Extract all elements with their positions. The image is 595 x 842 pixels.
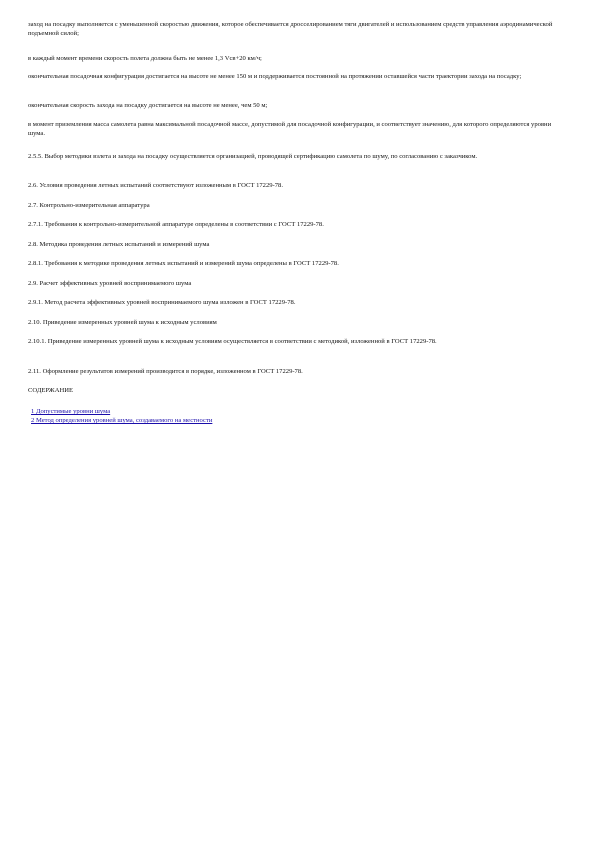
paragraph-2-9-1: 2.9.1. Метод расчета эффективных уровней воспринимаемого шума изложен в ГОСТ 17229-78. [28,299,296,306]
paragraph-2-8-1: 2.8.1. Требования к методике проведения летных испытаний и измерений шума определены в ГОСТ 17229-78. [28,260,339,267]
heading-2-8: 2.8. Методика проведения летных испытаний и измерений шума [28,241,210,248]
paragraph-approach-speed: заход на посадку выполняется с уменьшенной скоростью движения, которое обеспечивается дросселированием тяги двигателей и использованием средств управления аэродинамической подъемной силой; [28,21,553,37]
paragraph-2-10-1: 2.10.1. Приведение измеренных уровней шума к исходным условиям осуществляется в соответствии с методикой, изложенной в ГОСТ 17229-78. [28,338,437,345]
heading-2-10: 2.10. Приведение измеренных уровней шума к исходным условиям [28,319,217,326]
paragraph-2-5-5: 2.5.5. Выбор методики взлета и захода на посадку осуществляется организацией, проводящей сертификацию самолета по шуму, по согласованию с заказчиком. [28,153,478,160]
paragraph-touchdown-mass: в момент приземления масса самолета равна максимальной посадочной массе, допустимой для посадочной конфигурации, и соответствует значению, для которого определяются уровни шума. [28,121,552,137]
paragraph-flight-speed: в каждый момент времени скорость полета должна быть не менее 1,3 Vсв+20 км/ч; [28,55,262,62]
toc-link-noise-measurement-method[interactable]: 2 Метод определения уровней шума, создаваемого на местности [31,417,213,424]
paragraph-2-7-1: 2.7.1. Требования к контрольно-измерительной аппаратуре определены в соответствии с ГОСТ 17229-78. [28,221,324,228]
toc-link-noise-levels[interactable]: 1 Допустимые уровни шума [31,408,111,415]
toc-heading: СОДЕРЖАНИЕ [28,387,74,394]
heading-2-9: 2.9. Расчет эффективных уровней воспринимаемого шума [28,280,192,287]
paragraph-landing-configuration: окончательная посадочная конфигурация достигается на высоте не менее 150 м и поддерживается постоянной на протяжении оставшейся части траектории захода на посадку; [28,73,522,80]
heading-2-7: 2.7. Контрольно-измерительная аппаратура [28,202,150,209]
paragraph-2-11: 2.11. Оформление результатов измерений производится в порядке, изложенном в ГОСТ 17229-78. [28,368,303,375]
paragraph-final-approach-speed: окончательная скорость захода на посадку достигается на высоте не менее, чем 50 м; [28,102,268,109]
paragraph-2-6: 2.6. Условия проведения летных испытаний соответствуют изложенным в ГОСТ 17229-78. [28,182,283,189]
